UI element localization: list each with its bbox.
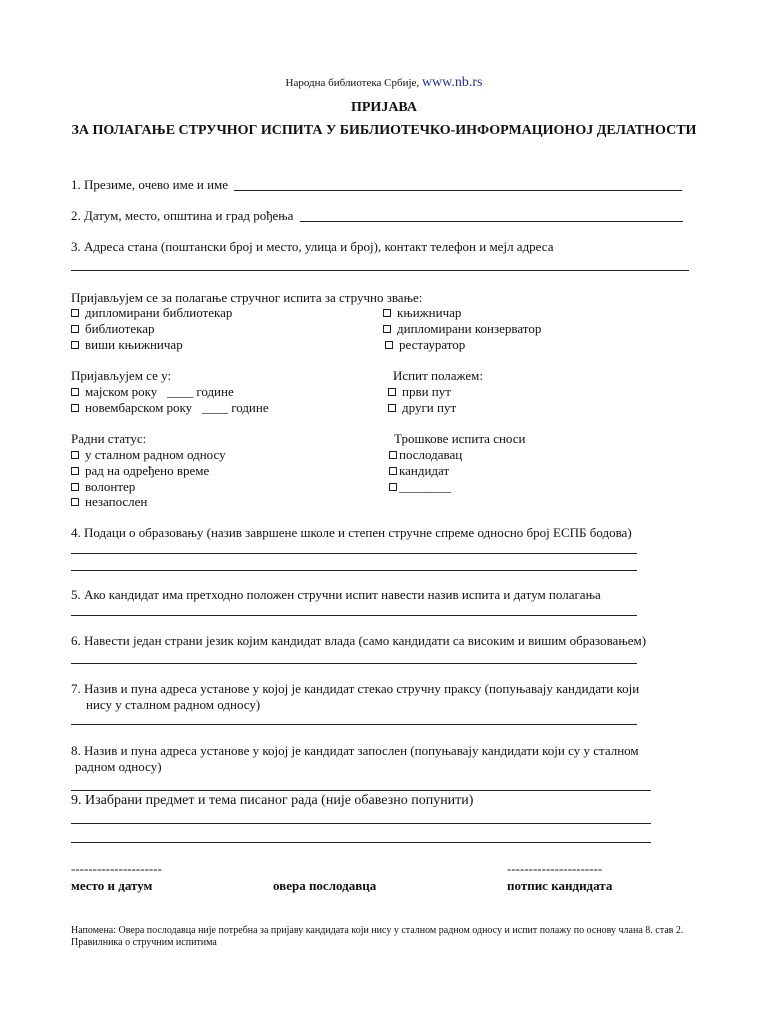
checkbox[interactable] bbox=[71, 388, 79, 396]
vocation-option-5[interactable]: дипломирани конзерватор bbox=[383, 321, 541, 337]
candidate-signature-line[interactable]: ---------------------- bbox=[507, 861, 603, 876]
note-line2: Правилника о стручним испитима bbox=[71, 937, 217, 948]
q9-answer-line-2[interactable] bbox=[71, 842, 651, 843]
employment-option-1[interactable]: у сталном радном односу bbox=[71, 447, 226, 463]
checkbox[interactable] bbox=[71, 498, 79, 506]
checkbox[interactable] bbox=[389, 467, 397, 475]
q3-answer-line[interactable] bbox=[71, 270, 689, 271]
q2-answer-line[interactable] bbox=[300, 221, 683, 222]
q9-answer-line-1[interactable] bbox=[71, 823, 651, 824]
vocation-option-2[interactable]: библиотекар bbox=[71, 321, 154, 337]
q5-label: 5. Ако кандидат има претходно положен стручни испит навести назив испита и датум полагања bbox=[71, 587, 601, 602]
employment-option-4[interactable]: незапослен bbox=[71, 494, 147, 510]
place-date-signature-line[interactable]: --------------------- bbox=[71, 861, 162, 876]
checkbox[interactable] bbox=[389, 483, 397, 491]
q7-label-line2: нису у сталном радном односу) bbox=[86, 697, 261, 712]
q3-label: 3. Адреса стана (поштански број и место, улица и број), контакт телефон и мејл адреса bbox=[71, 239, 554, 254]
q1-label: 1. Презиме, очево име и име bbox=[71, 177, 229, 192]
org-name: Народна библиотека Србије, bbox=[285, 77, 420, 89]
checkbox[interactable] bbox=[71, 467, 79, 475]
q2-label: 2. Датум, место, општина и град рођења bbox=[71, 208, 294, 223]
vocation-option-3[interactable]: виши књижничар bbox=[71, 337, 183, 353]
vocation-heading: Пријављујем се за полагање стручног испита за стручно звање: bbox=[71, 290, 423, 305]
form-title: ПРИЈАВА bbox=[350, 100, 417, 115]
form-subtitle: ЗА ПОЛАГАЊЕ СТРУЧНОГ ИСПИТА У БИБЛИОТЕЧКО-ИНФОРМАЦИОНОЈ ДЕЛАТНОСТИ bbox=[71, 123, 697, 138]
attempt-option-first[interactable]: први пут bbox=[388, 384, 451, 400]
checkbox[interactable] bbox=[388, 388, 396, 396]
checkbox[interactable] bbox=[383, 309, 391, 317]
q4-answer-line-1[interactable] bbox=[71, 553, 637, 554]
costs-option-employer[interactable]: послодавац bbox=[389, 447, 462, 463]
website-link[interactable]: www.nb.rs bbox=[421, 75, 483, 90]
checkbox[interactable] bbox=[71, 325, 79, 333]
employer-certification-label: овера послодавца bbox=[273, 878, 377, 893]
employment-option-2[interactable]: рад на одређено време bbox=[71, 463, 209, 479]
q8-answer-line[interactable] bbox=[71, 790, 651, 791]
q5-answer-line[interactable] bbox=[71, 615, 637, 616]
q4-answer-line-2[interactable] bbox=[71, 570, 637, 571]
checkbox[interactable] bbox=[389, 451, 397, 459]
note-line1: Напомена: Овера послодавца није потребна за пријаву кандидата који нису у сталном радном односу и испит полажу по основу члана 8. став 2. bbox=[71, 925, 684, 936]
q7-answer-line[interactable] bbox=[71, 724, 637, 725]
place-date-label: место и датум bbox=[71, 878, 153, 893]
costs-heading: Трошкове испита сноси bbox=[394, 431, 526, 446]
q4-label: 4. Подаци о образовању (назив завршене школе и степен стручне спреме односно број ЕСПБ бодова) bbox=[71, 525, 632, 540]
costs-option-other[interactable]: ________ bbox=[389, 479, 451, 495]
vocation-option-1[interactable]: дипломирани библиотекар bbox=[71, 305, 232, 321]
checkbox[interactable] bbox=[388, 404, 396, 412]
attempt-heading: Испит полажем: bbox=[393, 368, 483, 383]
term-option-may[interactable]: мајском року ____ године bbox=[71, 384, 234, 400]
vocation-option-6[interactable]: рестауратор bbox=[385, 337, 465, 353]
q8-label-line1: 8. Назив и пуна адреса установе у којој је кандидат запослен (попуњавају кандидати који су у сталном bbox=[71, 743, 639, 758]
checkbox[interactable] bbox=[383, 325, 391, 333]
term-heading: Пријављујем се у: bbox=[71, 368, 172, 383]
employment-heading: Радни статус: bbox=[71, 431, 147, 446]
q7-label-line1: 7. Назив и пуна адреса установе у којој је кандидат стекао стручну праксу (попуњавају кандидати који bbox=[71, 681, 640, 696]
checkbox[interactable] bbox=[385, 341, 393, 349]
employment-option-3[interactable]: волонтер bbox=[71, 479, 135, 495]
header-org-line bbox=[0, 76, 768, 90]
checkbox[interactable] bbox=[71, 341, 79, 349]
checkbox[interactable] bbox=[71, 309, 79, 317]
costs-option-candidate[interactable]: кандидат bbox=[389, 463, 449, 479]
q1-answer-line[interactable] bbox=[234, 190, 682, 191]
checkbox[interactable] bbox=[71, 483, 79, 491]
term-option-november[interactable]: новембарском року ____ године bbox=[71, 400, 269, 416]
vocation-option-4[interactable]: књижничар bbox=[383, 305, 461, 321]
checkbox[interactable] bbox=[71, 451, 79, 459]
q8-label-line2: радном односу) bbox=[75, 759, 162, 774]
q6-answer-line[interactable] bbox=[71, 663, 637, 664]
q9-label: 9. Изабрани предмет и тема писаног рада (није обавезно попунити) bbox=[71, 793, 474, 808]
checkbox[interactable] bbox=[71, 404, 79, 412]
attempt-option-second[interactable]: други пут bbox=[388, 400, 456, 416]
q6-label: 6. Навести један страни језик којим кандидат влада (само кандидати са високим и вишим образовањем) bbox=[71, 633, 647, 648]
candidate-signature-label: потпис кандидата bbox=[507, 878, 613, 893]
